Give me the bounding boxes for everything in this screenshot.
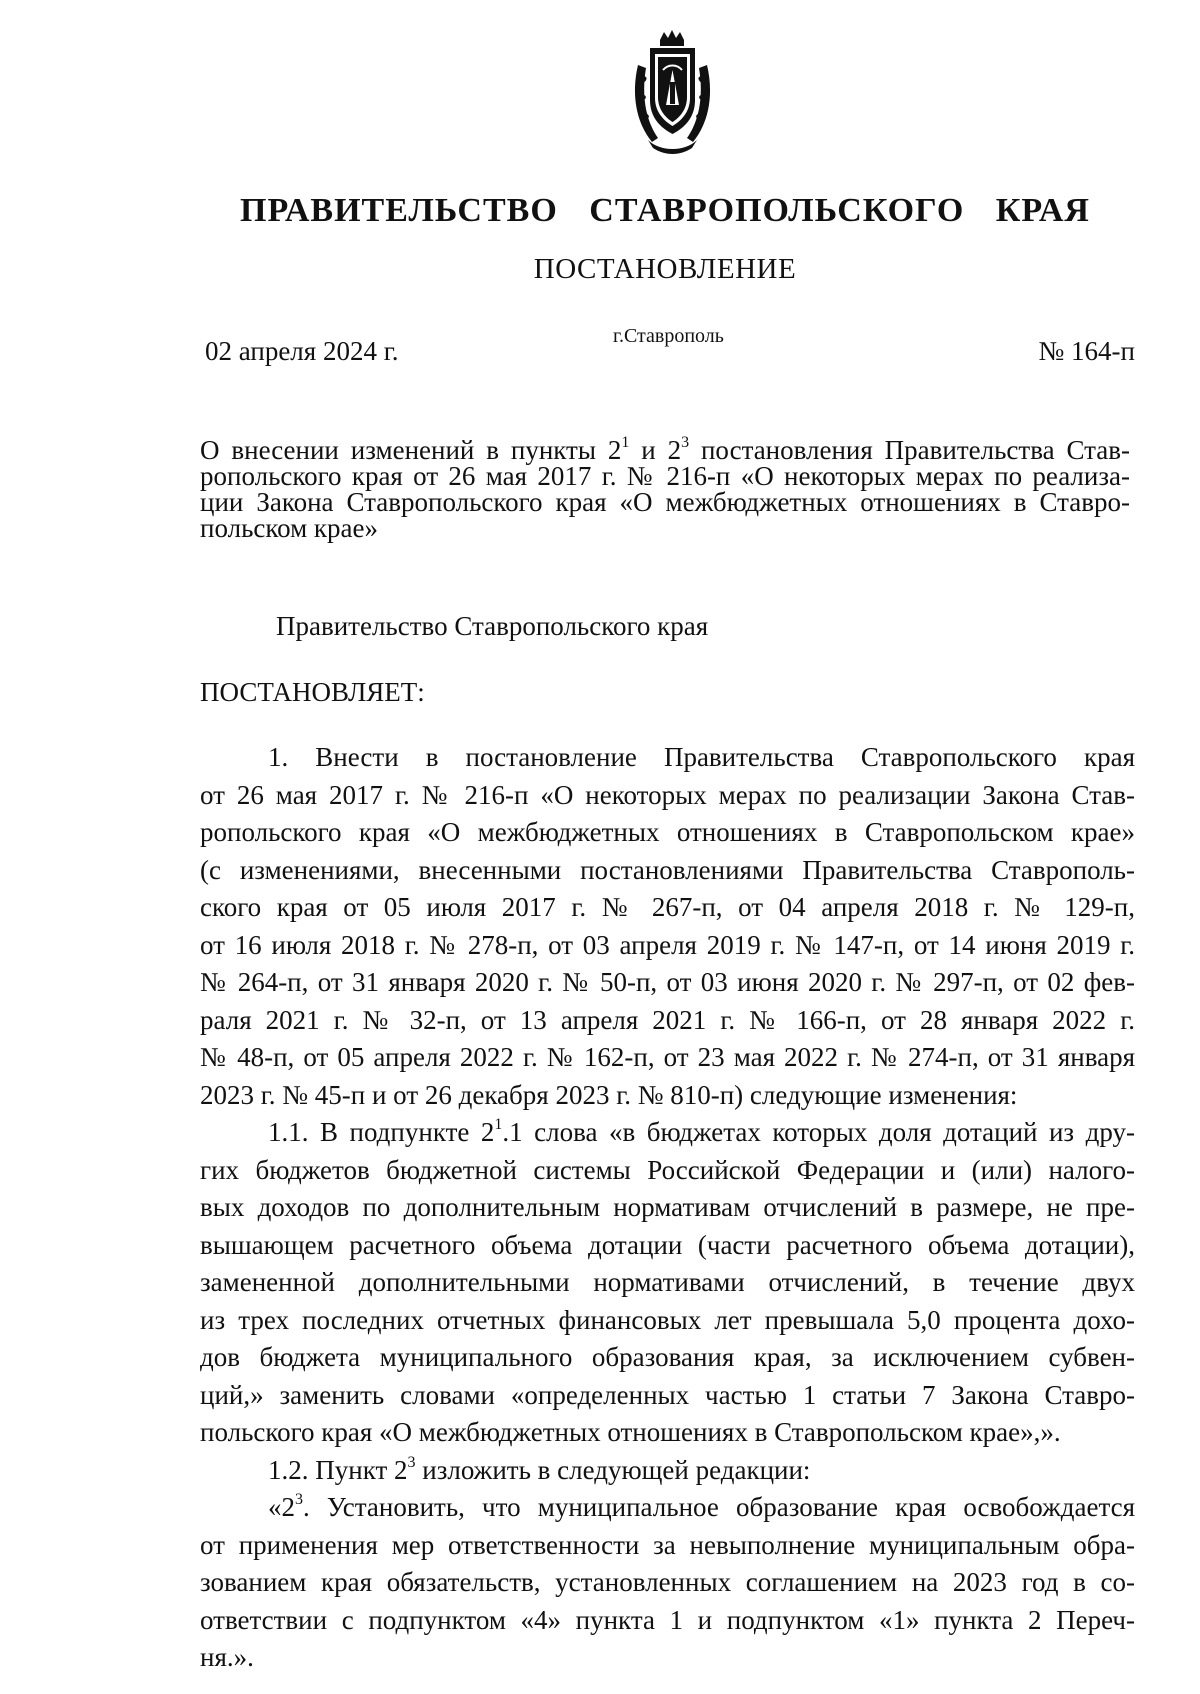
resolves-heading: ПОСТАНОВЛЯЕТ: — [200, 677, 425, 707]
body-line: гих бюджетов бюджетной системы Российской Федерации и (или) налого- — [200, 1154, 1135, 1185]
body-line: № 264-п, от 31 января 2020 г. № 50-п, от 03 июня 2020 г. № 297-п, от 02 фев- — [200, 967, 1135, 997]
body-line: от 16 июля 2018 г. № 278-п, от 03 апреля 2019 г. № 147-п, от 14 июня 2019 г. — [200, 929, 1135, 960]
coat-of-arms-icon — [630, 30, 715, 155]
document-type: ПОСТАНОВЛЕНИЕ — [533, 253, 797, 285]
document-city: г.Ставрополь — [613, 325, 724, 347]
subject-line: ции Закона Ставропольского края «О межбюджетных отношениях в Ставро- — [200, 487, 1130, 517]
document-number: № 164-п — [1038, 336, 1135, 366]
body-line: ского края от 05 июля 2017 г. № 267-п, от 04 апреля 2018 г. № 129-п, — [200, 892, 1135, 922]
document-body — [200, 739, 1135, 1677]
body-line: ответствии с подпунктом «4» пункта 1 и подпунктом «1» пункта 2 Переч- — [200, 1604, 1135, 1635]
document-date: 02 апреля 2024 г. — [205, 336, 399, 366]
document-subject — [200, 434, 1130, 543]
body-line: из трех последних отчетных финансовых лет превышала 5,0 процента дохо- — [200, 1304, 1135, 1335]
body-line: ропольского края «О межбюджетных отношениях в Ставропольском крае» — [200, 817, 1135, 847]
body-line: от применения мер ответственности за невыполнение муниципальным обра- — [200, 1529, 1135, 1560]
subject-line: польском крае» — [200, 513, 379, 543]
body-line: ций,» заменить словами «определенных частью 1 статьи 7 Закона Ставро- — [200, 1379, 1135, 1410]
body-line: вышающем расчетного объема дотации (части расчетного объема дотации), — [200, 1229, 1135, 1260]
subject-line: ропольского края от 26 мая 2017 г. № 216-п «О некоторых мерах по реализа- — [200, 461, 1130, 491]
body-line: «$2^3$. Установить, что муниципальное образование края освобождается — [268, 1491, 1135, 1522]
body-line: 1.1. В подпункте $2^1.1$ слова «в бюджетах которых доля дотаций из дру- — [268, 1116, 1135, 1147]
preamble: Правительство Ставропольского края — [276, 611, 709, 641]
body-line: 1. Внести в постановление Правительства Ставропольского края — [268, 742, 1135, 772]
body-line: дов бюджета муниципального образования края, за исключением субвен- — [200, 1342, 1135, 1372]
organization-title: ПРАВИТЕЛЬСТВО СТАВРОПОЛЬСКОГО КРАЯ — [240, 192, 1090, 229]
body-line: № 48-п, от 05 апреля 2022 г. № 162-п, от 23 мая 2022 г. № 274-п, от 31 января — [200, 1042, 1135, 1072]
body-line: замененной дополнительными нормативами отчислений, в течение двух — [200, 1267, 1135, 1297]
body-line: (с изменениями, внесенными постановлениями Правительства Ставрополь- — [200, 854, 1135, 885]
body-line: вых доходов по дополнительным нормативам отчислений в размере, не пре- — [200, 1192, 1135, 1222]
body-line: 1.2. Пункт $2^3$ изложить в следующей редакции: — [268, 1453, 811, 1485]
body-line: польского края «О межбюджетных отношениях в Ставропольском крае»,». — [200, 1417, 1061, 1447]
body-line: ня.». — [200, 1642, 254, 1672]
body-line: раля 2021 г. № 32-п, от 13 апреля 2021 г. № 166-п, от 28 января 2022 г. — [200, 1004, 1135, 1035]
body-line: от 26 мая 2017 г. № 216-п «О некоторых мерах по реализации Закона Став- — [200, 779, 1135, 810]
body-line: зованием края обязательств, установленных соглашением на 2023 год в со- — [200, 1567, 1135, 1597]
body-line: 2023 г. № 45-п и от 26 декабря 2023 г. № 810-п) следующие изменения: — [200, 1079, 1018, 1110]
subject-line: О внесении изменений в пункты $2^1$ и $2^3$ постановления Правительства Став- — [200, 434, 1130, 465]
